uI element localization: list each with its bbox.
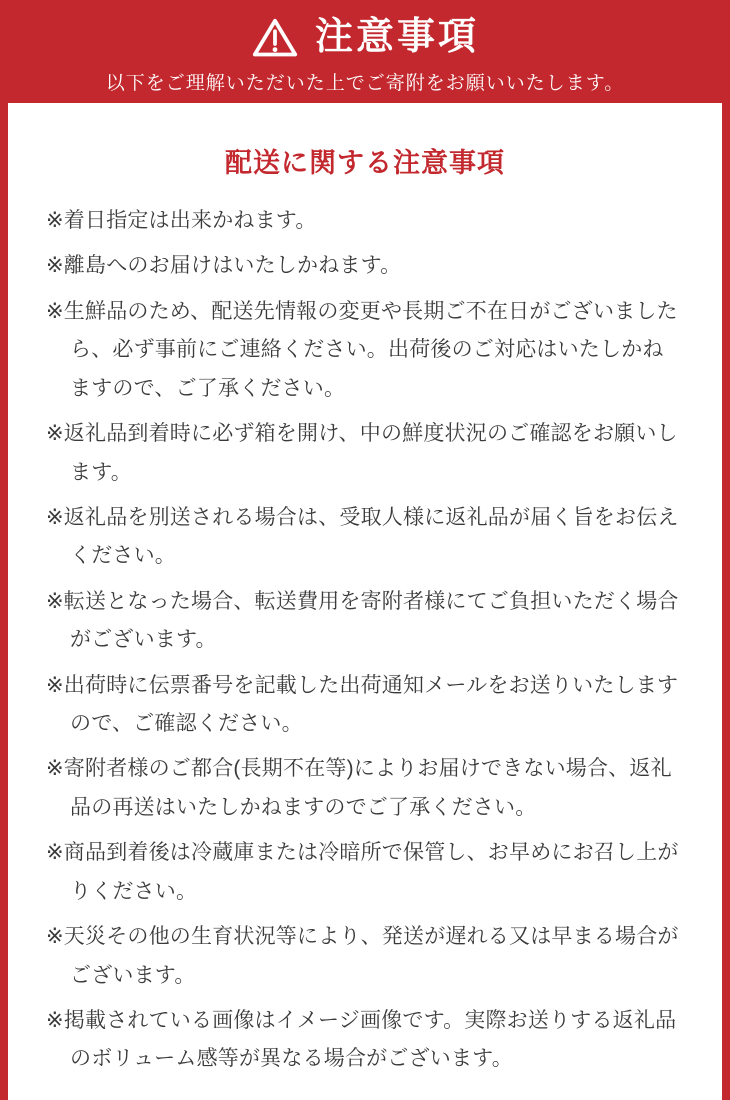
content-card	[8, 103, 722, 1100]
notice-item: ※離島へのお届けはいたしかねます。	[46, 254, 402, 278]
notice-list	[46, 202, 684, 1079]
notice-header	[0, 0, 730, 103]
notice-item: ※商品到着後は冷蔵庫または冷暗所で保管し、お早めにお召し上がりください。	[46, 841, 679, 903]
notice-item: ※天災その他の生育状況等により、発送が遅れる又は早まる場合がございます。	[46, 925, 679, 987]
notice-item: ※返礼品を別送される場合は、受取人様に返礼品が届く旨をお伝えください。	[46, 505, 679, 568]
page-title: 注意事項	[314, 16, 479, 58]
notice-item: ※転送となった場合、転送費用を寄附者様にてご負担いただく場合がございます。	[46, 589, 679, 652]
notice-item: ※掲載されている画像はイメージ画像です。実際お送りする返礼品のボリューム感等が異なる場合がございます。	[46, 1009, 677, 1071]
header-subtitle: 以下をご理解いただいた上でご寄附をお願いいたします。	[105, 72, 625, 94]
title-row	[0, 15, 730, 61]
notice-item: ※出荷時に伝票番号を記載した出荷通知メールをお送りいたしますので、ご確認ください。	[46, 673, 679, 736]
notice-item: ※着日指定は出来かねます。	[46, 209, 317, 232]
notice-item: ※生鮮品のため、配送先情報の変更や長期ご不在日がございましたら、必ず事前にご連絡ください。出荷後のご対応はいたしかねますので、ご了承ください。	[46, 299, 678, 400]
notice-item: ※返礼品到着時に必ず箱を開け、中の鮮度状況のご確認をお願いします。	[46, 422, 678, 484]
notice-item: ※寄附者様のご都合(長期不在等)によりお届けできない場合、返礼品の再送はいたしかねますのでご了承ください。	[46, 757, 672, 819]
warning-triangle-icon	[251, 16, 299, 60]
section-heading: 配送に関する注意事項	[225, 148, 505, 178]
